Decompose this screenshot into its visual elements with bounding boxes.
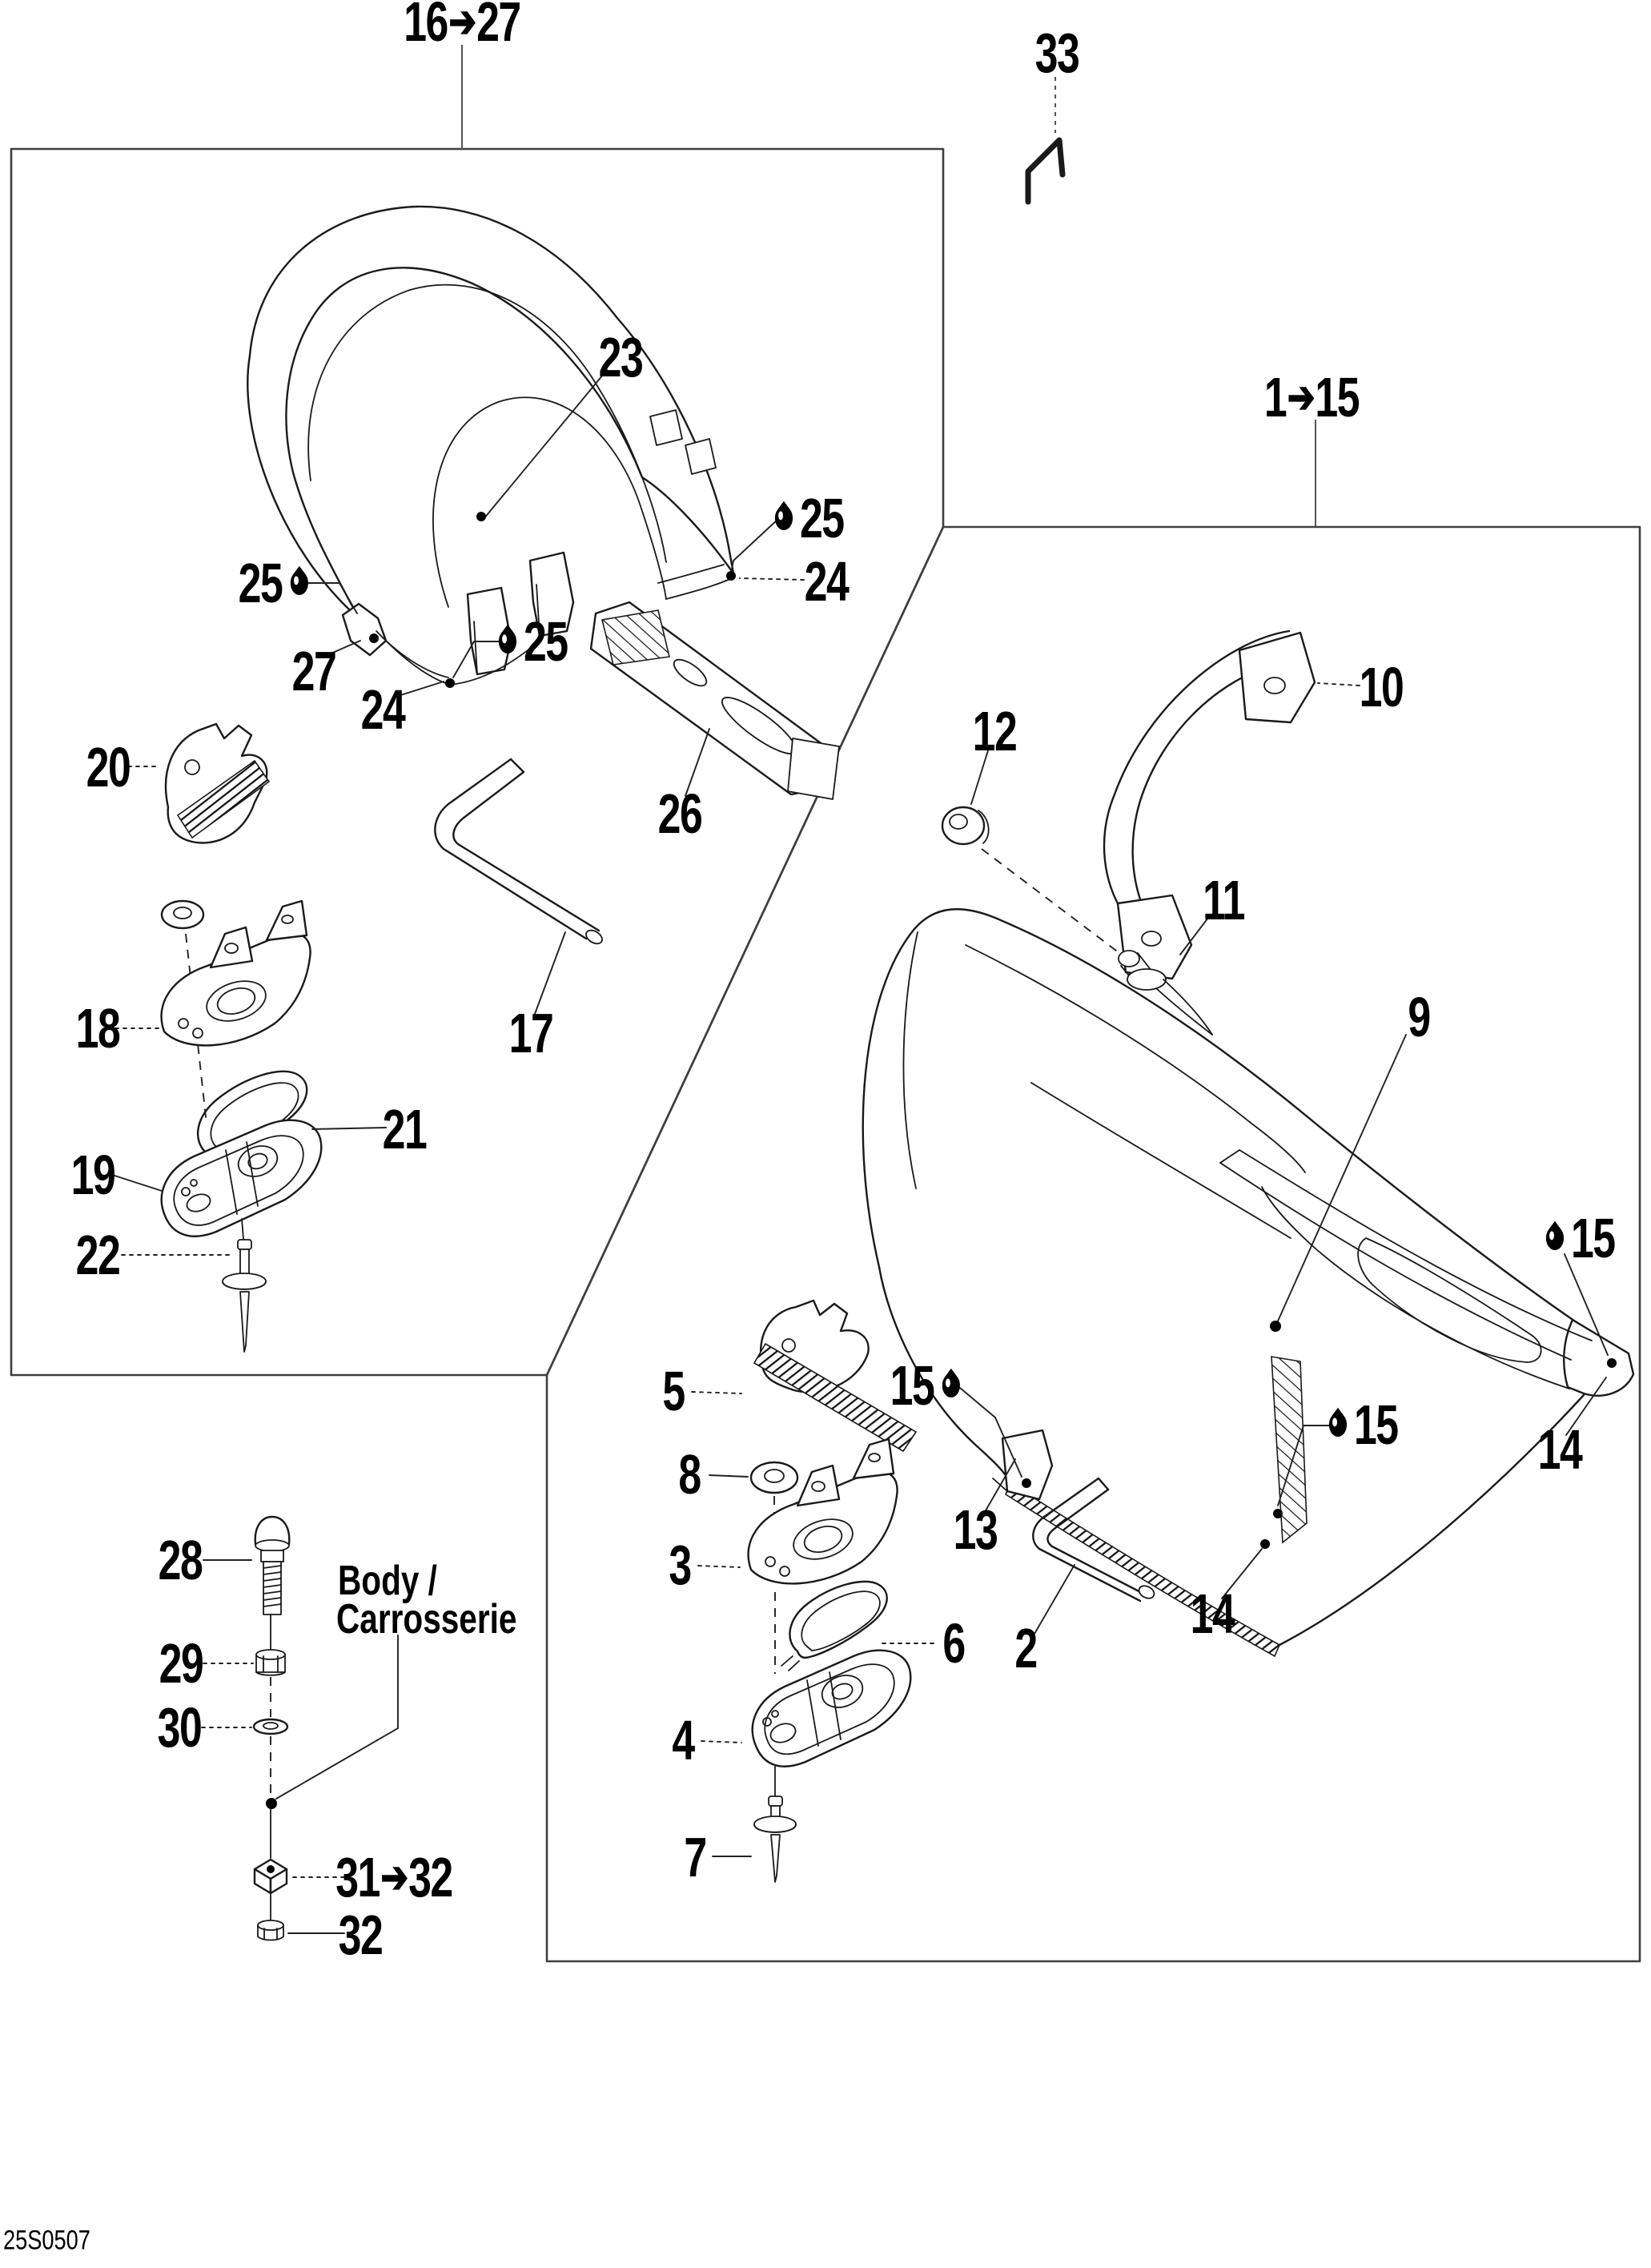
group-label-1-15: [1263, 366, 1360, 428]
group-from: 16: [404, 0, 448, 53]
part-label-15-right: 15: [1545, 1210, 1614, 1266]
leader-21: [312, 1128, 386, 1129]
bracket-18-lug-2: [267, 901, 307, 940]
seat-left-contour: [903, 932, 918, 1188]
cover-clip-tab-2: [685, 439, 716, 474]
dot-14-bottom: [1260, 1539, 1270, 1549]
dot-25-left-tab: [369, 633, 379, 643]
seat-group-panel: [547, 527, 1640, 1961]
part-label-30: 30: [157, 1696, 202, 1759]
seat-nose-underside: [1262, 1187, 1569, 1389]
seat-dip-seam: [1031, 1083, 1291, 1238]
dot-body-ref: [266, 1798, 277, 1809]
part-label-32: 32: [338, 1904, 383, 1966]
part-label-21: 21: [382, 1098, 427, 1160]
part-label-3: 3: [669, 1534, 691, 1596]
seat-front-bracket-tab: [1002, 1430, 1052, 1499]
flat-washer-30: [254, 1719, 287, 1734]
washer-18-hole: [174, 907, 191, 919]
leader-3: [698, 1566, 740, 1567]
adhesive-drop-icon: [495, 625, 520, 658]
leader-10: [1318, 683, 1360, 686]
rod-17-end: [511, 759, 524, 772]
square-nut-31: [255, 1860, 287, 1893]
part-label-22: 22: [75, 1224, 120, 1286]
bracket-3-lug-1: [797, 1466, 839, 1506]
adhesive-drop-icon: [1325, 1408, 1350, 1442]
adhesive-drop-icon: [938, 1369, 963, 1402]
strip-26-grip: [602, 610, 669, 665]
group-from: 1: [1263, 366, 1287, 428]
group-from: 31: [335, 1846, 380, 1908]
push-pin-part-2: [754, 1796, 796, 1882]
push-pin-part: [223, 1219, 266, 1352]
pin-22-head: [238, 1240, 251, 1249]
adhesive-drop-icon: [771, 501, 796, 535]
body-reference-leader: [276, 1635, 398, 1799]
rivet-flange: [1127, 969, 1166, 990]
part-label-25-left: 25: [239, 555, 310, 611]
seat-top-edge: [863, 909, 1627, 1353]
rivet-head: [1119, 951, 1139, 967]
rod-17-inner: [435, 759, 586, 939]
adhesive-drop-icon: [287, 566, 311, 600]
seat-cover-part: [247, 207, 733, 685]
base-plate-part-2: [753, 1651, 910, 1767]
body-reference-label-line2: Carrosserie: [336, 1596, 517, 1643]
part-label-17: 17: [508, 1002, 553, 1064]
part-label-6: 6: [942, 1612, 965, 1675]
seat-nose-cap: [1564, 1320, 1633, 1396]
part-label-11: 11: [1203, 869, 1244, 931]
part-label-14-right: 14: [1537, 1418, 1582, 1481]
hook-rod-part: [435, 759, 605, 947]
washer-8-hole: [765, 1470, 784, 1482]
part-label-13: 13: [953, 1498, 998, 1561]
arrow-right-icon: ➔: [448, 0, 476, 46]
lock-nut-29: [256, 1650, 285, 1675]
latch-bracket-part: [166, 724, 269, 842]
staple-clip-part: [1028, 140, 1063, 202]
part-label-9: 9: [1408, 986, 1430, 1048]
pin-22-needle: [240, 1292, 249, 1352]
mount-bracket-part-2: [749, 1439, 898, 1583]
dot-15-bottom: [1273, 1509, 1283, 1518]
seat-nose-rail-join: [1220, 1150, 1239, 1163]
cover-outer-edge: [247, 207, 733, 618]
part-label-2: 2: [1014, 1617, 1037, 1679]
part-label-19: 19: [70, 1144, 115, 1206]
part-label-8: 8: [678, 1443, 701, 1506]
dot-24-left: [445, 678, 455, 688]
cover-bottom-edge-2: [376, 631, 448, 678]
leader-5: [692, 1392, 741, 1393]
rod-17-tube-end: [584, 927, 605, 947]
pin-7-needle: [771, 1835, 780, 1882]
leader-2: [1034, 1565, 1075, 1634]
dot-25-topright: [726, 571, 736, 581]
bolt-28-neck: [261, 1550, 283, 1562]
leader-8: [709, 1475, 748, 1477]
part-label-27: 27: [291, 640, 336, 702]
group-label-31-32: [335, 1846, 452, 1908]
part-label-10: 10: [1359, 656, 1404, 718]
pin-7-head: [769, 1796, 782, 1806]
part-label-14-bottom: 14: [1190, 1582, 1235, 1645]
leader-23: [484, 370, 607, 519]
staple-outline: [1028, 140, 1063, 202]
part-label-26: 26: [657, 782, 702, 845]
group-to: 32: [408, 1846, 452, 1908]
rod-2-end: [1099, 1478, 1108, 1490]
leader-4: [701, 1741, 741, 1743]
dot-9: [1270, 1321, 1281, 1332]
part-label-20: 20: [86, 736, 131, 798]
loop-6-clasp-2: [789, 1661, 799, 1671]
document-code: 25S0507: [3, 2225, 90, 2256]
assembly-axis-handle: [982, 849, 1119, 953]
grommet-part: [942, 807, 989, 844]
bolt-28-collar: [255, 1540, 289, 1551]
part-label-15-left: 15: [890, 1357, 962, 1413]
part-label-25-center: 25: [497, 613, 567, 670]
dot-23: [476, 512, 486, 521]
part-label-24-left: 24: [360, 678, 405, 741]
part-label-12: 12: [972, 700, 1017, 762]
cover-washer-part: [162, 901, 203, 928]
retainer-strip-part: [591, 602, 839, 799]
part-label-7: 7: [684, 1826, 706, 1888]
bracket-18-lug-1: [211, 927, 252, 967]
part-label-33: 33: [1034, 22, 1079, 84]
cover-clip-tab-1: [650, 410, 682, 445]
pin-22-shaft: [240, 1249, 249, 1277]
cover-tip-edge-2: [658, 565, 724, 583]
part-label-28: 28: [158, 1529, 203, 1591]
group-to: 15: [1315, 366, 1360, 428]
loop-6-clasp-1: [781, 1656, 793, 1666]
dot-15-right: [1607, 1358, 1617, 1368]
rod-17-outer: [453, 772, 599, 931]
arrow-right-icon: ➔: [380, 1852, 408, 1902]
part-label-18: 18: [75, 997, 120, 1060]
group-label-16-27: [404, 0, 520, 53]
adhesive-drop-icon: [1542, 1221, 1567, 1255]
cover-left-tab: [343, 604, 386, 655]
hex-nut-32: [258, 1920, 283, 1940]
leader-24-topright: [740, 578, 804, 580]
leader-19: [112, 1175, 162, 1191]
dot-15-left: [1022, 1478, 1031, 1488]
part-label-25-topright: 25: [773, 490, 843, 546]
seat-washer-part: [751, 1462, 797, 1493]
bracket-3-lug-2: [854, 1439, 894, 1478]
seat-bottom-hatch-edge: [1006, 1483, 1279, 1656]
part-label-24-topright: 24: [804, 550, 849, 613]
leader-25-topright: [731, 519, 778, 573]
arrow-right-icon: ➔: [1287, 372, 1314, 422]
cover-tip-edge: [666, 578, 732, 599]
part-label-4: 4: [672, 1709, 694, 1771]
body-reference-label-line1: Body /: [338, 1558, 437, 1604]
part-label-23: 23: [598, 326, 643, 388]
strip-26-end-block: [788, 738, 839, 799]
group-to: 27: [476, 0, 520, 53]
part-label-5: 5: [662, 1360, 685, 1422]
grommet-body: [942, 807, 984, 844]
part-label-29: 29: [159, 1632, 203, 1695]
seat-nose-rail-1: [1239, 1150, 1592, 1341]
part-label-15-bottom: 15: [1328, 1397, 1397, 1453]
pin-22-link: [242, 1219, 243, 1239]
